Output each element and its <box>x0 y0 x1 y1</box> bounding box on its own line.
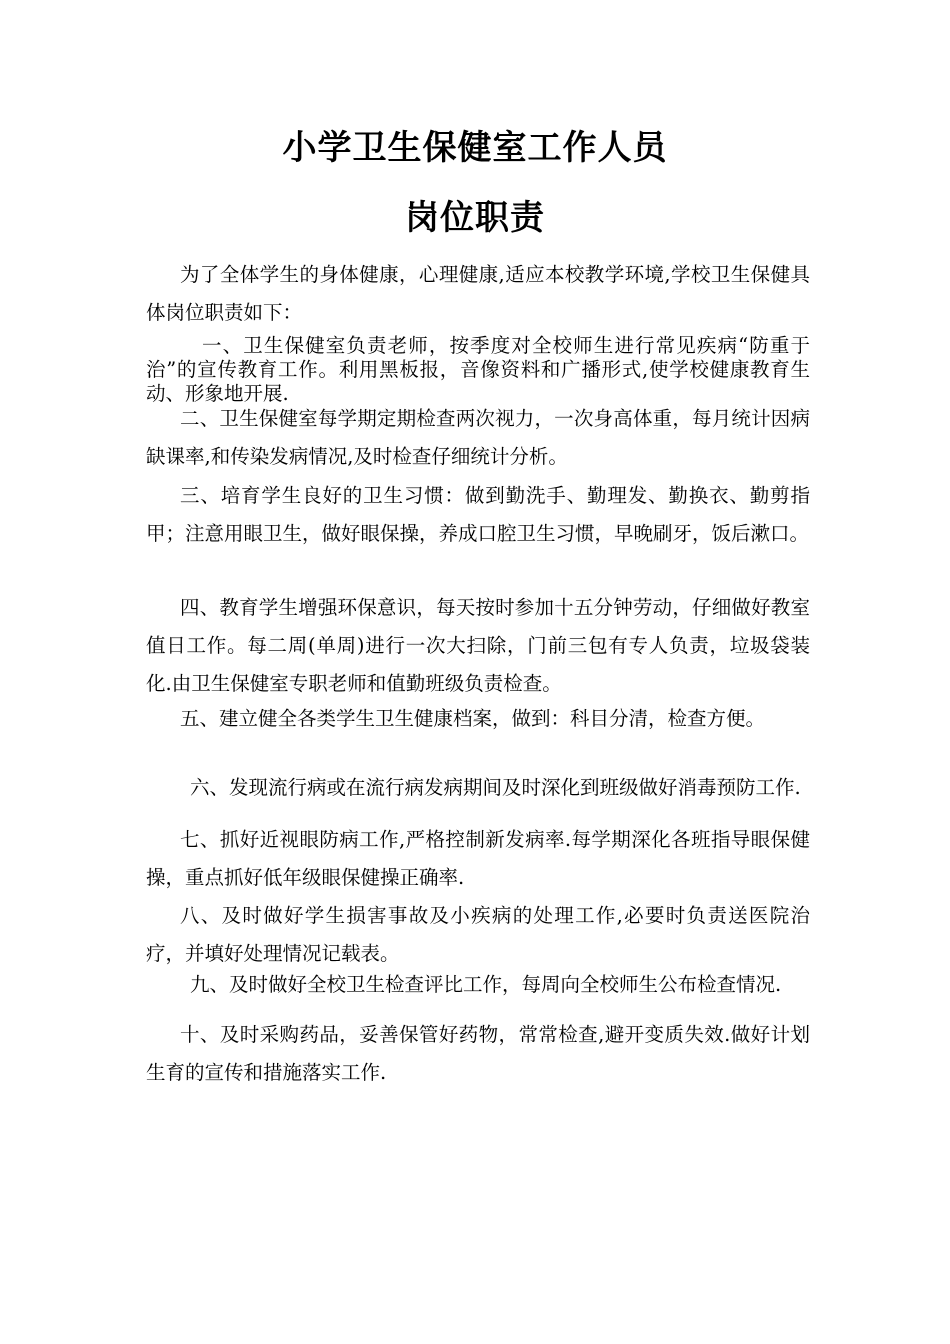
item-4: 四、教育学生增强环保意识，每天按时参加十五分钟劳动，仔细做好教室值日工作。每二周(单周)进行一次大扫除，门前三包有专人负责，垃圾袋装化.由卫生保健室专职老师和值勤班级负责检查。 <box>146 596 810 695</box>
item-1: 一、卫生保健室负责老师，按季度对全校师生进行常见疾病“防重于治”的宣传教育工作。利用黑板报，音像资料和广播形式,使学校健康教育生动、形象地开展. <box>146 334 810 405</box>
item-10: 十、及时采购药品，妥善保管好药物，常常检查,避开变质失效.做好计划生育的宣传和措施落实工作. <box>146 1023 810 1084</box>
item-9: 九、及时做好全校卫生检查评比工作，每周向全校师生公布检查情况. <box>190 973 782 996</box>
item-7: 七、抓好近视眼防病工作,严格控制新发病率.每学期深化各班指导眼保健操，重点抓好低年级眼保健操正确率. <box>146 828 810 889</box>
item-5: 五、建立健全各类学生卫生健康档案，做到：科目分清，检查方便。 <box>180 707 766 730</box>
item-3: 三、培育学生良好的卫生习惯：做到勤洗手、勤理发、勤换衣、勤剪指甲；注意用眼卫生，做好眼保操，养成口腔卫生习惯，早晚刷牙，饭后漱口。 <box>146 484 810 545</box>
item-8: 八、及时做好学生损害事故及小疾病的处理工作,必要时负责送医院治疗，并填好处理情况记载表。 <box>146 904 810 965</box>
item-6: 六、发现流行病或在流行病发病期间及时深化到班级做好消毒预防工作. <box>190 776 801 799</box>
item-2: 二、卫生保健室每学期定期检查两次视力，一次身高体重，每月统计因病缺课率,和传染发病情况,及时检查仔细统计分析。 <box>146 407 810 468</box>
document-title: 小学卫生保健室工作人员 <box>282 128 668 168</box>
document-subtitle: 岗位职责 <box>405 198 545 238</box>
intro-paragraph: 为了全体学生的身体健康，心理健康,适应本校教学环境,学校卫生保健具体岗位职责如下： <box>146 263 810 324</box>
